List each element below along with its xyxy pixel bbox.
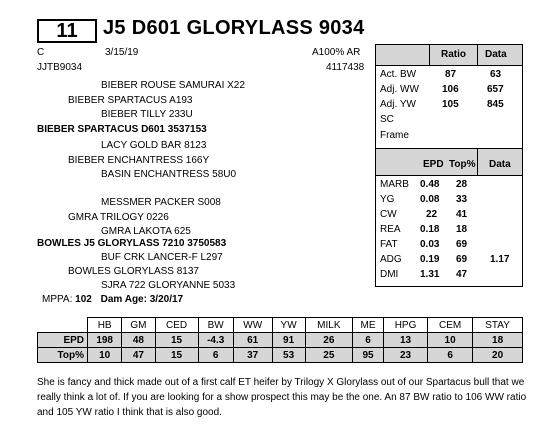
epd-milk: 26	[305, 333, 352, 348]
ratio-row-sc: SC	[380, 114, 394, 125]
performance-panel	[375, 44, 523, 287]
col-hb: HB	[88, 318, 122, 333]
sex: C	[37, 47, 45, 58]
epd-table	[37, 317, 523, 363]
ratio-row-frame: Frame	[380, 130, 409, 141]
sire-dam: BIEBER ENCHANTRESS 166Y	[68, 155, 210, 166]
mppa-line	[42, 294, 183, 305]
top-yw: 53	[272, 348, 305, 363]
mppa-value: 102	[75, 294, 92, 305]
carcass-row-fat: FAT 0.03 69	[380, 239, 468, 250]
col-ww: WW	[233, 318, 272, 333]
carcass-row-marb: MARB 0.48 28	[380, 179, 468, 190]
top-ced: 15	[155, 348, 198, 363]
registration-number: 4117438	[326, 62, 365, 73]
birth-date: 3/15/19	[105, 47, 139, 58]
tattoo: JJTB9034	[37, 62, 83, 73]
top-gm: 47	[122, 348, 155, 363]
ratio-header: Ratio	[441, 49, 466, 60]
carcass-row-cw: CW 22 41	[380, 209, 468, 220]
epd-stay: 18	[473, 333, 523, 348]
top-bw: 6	[198, 348, 233, 363]
sire: BIEBER SPARTACUS D601 3537153	[37, 124, 207, 135]
epd-ced: 15	[155, 333, 198, 348]
ratio-row-yw: Adj. YW 105 845	[380, 99, 504, 110]
top-hpg: 23	[384, 348, 428, 363]
sire-sire-dam: BIEBER TILLY 233U	[101, 109, 193, 120]
top-header: Top%	[449, 159, 476, 170]
ratio-row-bw: Act. BW 87 63	[380, 69, 502, 80]
top-milk: 25	[305, 348, 352, 363]
top-ww: 37	[233, 348, 272, 363]
col-me: ME	[352, 318, 383, 333]
dam-age-label: Dam Age:	[100, 294, 147, 305]
animal-name: J5 D601 GLORYLASS 9034	[103, 17, 365, 39]
epd-table-header	[38, 318, 523, 333]
epd-yw: 91	[272, 333, 305, 348]
col-gm: GM	[122, 318, 155, 333]
carcass-data-header: Data	[489, 159, 511, 170]
col-cem: CEM	[428, 318, 473, 333]
dam: BOWLES J5 GLORYLASS 7210 3750583	[37, 238, 227, 249]
top-stay: 20	[473, 348, 523, 363]
epd-cem: 10	[428, 333, 473, 348]
ratio-row-ww: Adj. WW 106 657	[380, 84, 504, 95]
epd-ww: 61	[233, 333, 272, 348]
epd-row-label: EPD	[38, 333, 88, 348]
dam-sire-dam: GMRA LAKOTA 625	[101, 226, 191, 237]
lot-number: 11	[37, 19, 97, 43]
sire-sire-sire: BIEBER ROUSE SAMURAI X22	[101, 80, 245, 91]
carcass-row-yg: YG 0.08 33	[380, 194, 468, 205]
sire-dam-dam: BASIN ENCHANTRESS 58U0	[101, 169, 237, 180]
col-yw: YW	[272, 318, 305, 333]
carcass-row-adg: ADG 0.19 69 1.17	[380, 254, 510, 265]
carcass-row-dmi: DMI 1.31 47	[380, 269, 468, 280]
lot-comment: She is fancy and thick made out of a first calf ET heifer by Trilogy X Glorylass out of our Spartacus bull that we really think a lot of. If you are looking for a show prospect this may be the one. An 87 BW ratio to 106 WW ratio and 105 YW ratio I think that is also good.	[37, 377, 527, 418]
epd-me: 6	[352, 333, 383, 348]
dam-sire: GMRA TRILOGY 0226	[68, 212, 169, 223]
epd-bw: -4.3	[198, 333, 233, 348]
mppa-label: MPPA:	[42, 294, 73, 305]
top-row-label: Top%	[38, 348, 88, 363]
epd-row	[38, 333, 523, 348]
col-ced: CED	[155, 318, 198, 333]
col-stay: STAY	[473, 318, 523, 333]
top-hb: 10	[88, 348, 122, 363]
col-bw: BW	[198, 318, 233, 333]
top-cem: 6	[428, 348, 473, 363]
col-hpg: HPG	[384, 318, 428, 333]
sire-dam-sire: LACY GOLD BAR 8123	[101, 140, 207, 151]
carcass-row-rea: REA 0.18 18	[380, 224, 468, 235]
sire-sire: BIEBER SPARTACUS A193	[68, 95, 193, 106]
data-header: Data	[485, 49, 507, 60]
epd-gm: 48	[122, 333, 155, 348]
dam-dam: BOWLES GLORYLASS 8137	[68, 266, 199, 277]
epd-hb: 198	[88, 333, 122, 348]
epd-hpg: 13	[384, 333, 428, 348]
top-me: 95	[352, 348, 383, 363]
dam-age-value: 3/20/17	[149, 294, 184, 305]
top-percent-row	[38, 348, 523, 363]
dam-dam-dam: SJRA 722 GLORYANNE 5033	[101, 280, 236, 291]
dam-sire-sire: MESSMER PACKER S008	[101, 197, 221, 208]
ar-percent: A100% AR	[312, 47, 361, 58]
dam-dam-sire: BUF CRK LANCER-F L297	[101, 252, 223, 263]
epd-header: EPD	[423, 159, 444, 170]
col-milk: MILK	[305, 318, 352, 333]
